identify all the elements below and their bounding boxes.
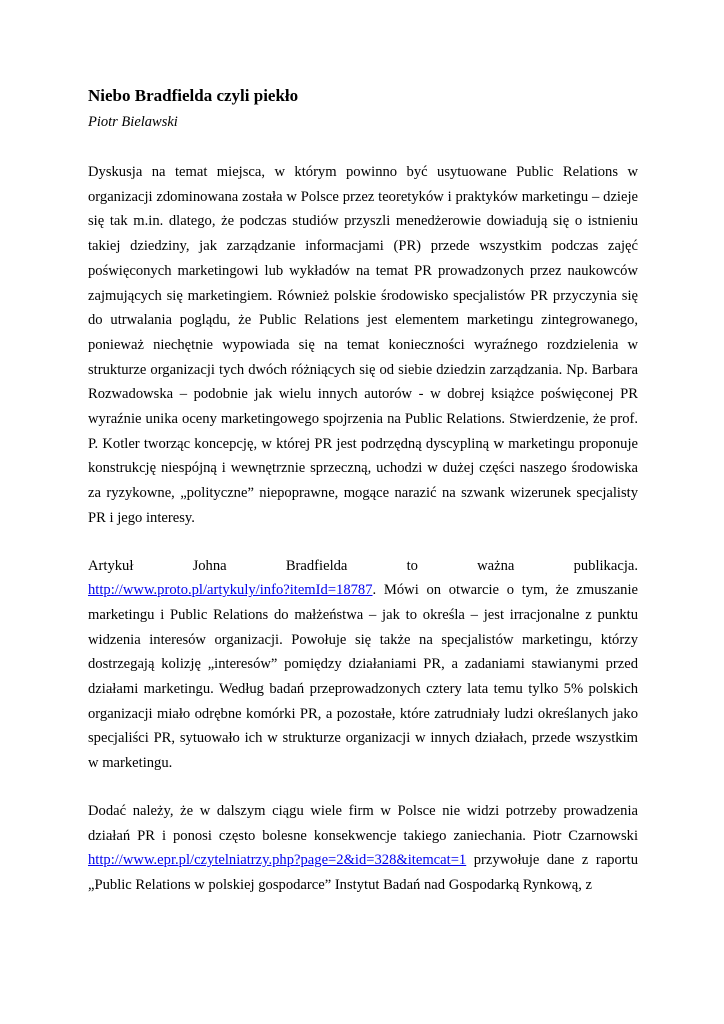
paragraph-2-first-line — [88, 554, 638, 579]
paragraph-3 — [88, 799, 638, 898]
document-author: Piotr Bielawski — [88, 114, 178, 130]
word: to — [406, 557, 418, 574]
word: Bradfielda — [285, 557, 348, 574]
document-content — [88, 85, 638, 898]
epr-article-link[interactable]: http://www.epr.pl/czytelniatrzy.php?page=2&id=328&itemcat=1 — [88, 852, 467, 869]
word: Johna — [192, 557, 227, 574]
paragraph-1: Dyskusja na temat miejsca, w którym powinno być usytuowane Public Relations w organizacji zdominowana została w Polsce przez teoretyków i praktyków marketingu – dzieje się tak m.in. dlatego, że podczas studiów przyszli menedżerowie dowiadują się o istnieniu takiej dziedziny, jak zarządzanie informacjami (PR) przede wszystkim podczas zajęć poświęconych marketingowi lub wykładów na temat PR prowadzonych przez naukowców zajmujących się marketingiem. Również polskie środowisko specjalistów PR przyczynia się do utrwalania poglądu, że Public Relations jest elementem marketingu zintegrowanego, ponieważ niechętnie wypowiada się na temat konieczności wyraźnego rozdzielenia w strukturze organizacji tych dwóch różniących się od siebie dziedzin zarządzania. Np. Barbara Rozwadowska – podobnie jak wielu innych autorów - w dobrej książce poświęconej PR wyraźnie unika oceny marketingowego spojrzenia na Public Relations. Stwierdzenie, że prof. P. Kotler tworząc koncepcję, w której PR jest podrzędną dyscypliną w marketingu proponuje konstrukcję niespójną i wewnętrznie sprzeczną, uchodzi w dużej części naszego środowiska za ryzykowne, „polityczne” niepoprawne, mogące narazić na szwank wizerunek specjalisty PR i jego interesy. — [88, 164, 638, 526]
document-title: Niebo Bradfielda czyli piekło — [88, 86, 299, 105]
paragraph-2 — [88, 554, 638, 776]
proto-article-link[interactable]: http://www.proto.pl/artykuly/info?itemId=18787 — [88, 582, 373, 599]
word: Artykuł — [88, 557, 134, 574]
paragraph-2-body — [88, 578, 638, 776]
paragraph-3-text-start: Dodać należy, że w dalszym ciągu wiele firm w Polsce nie widzi potrzeby prowadzenia działań PR i ponosi często bolesne konsekwencje takiego zaniechania. Piotr Czarnowski — [88, 802, 638, 844]
word: ważna — [477, 557, 515, 574]
word: publikacja. — [573, 557, 638, 574]
paragraph-2-text: . Mówi on otwarcie o tym, że zmuszanie marketingu i Public Relations do małżeństwa – jak to określa – jest irracjonalne z punktu widzenia interesów organizacji. Powołuje się także na specjalistów marketingu, którzy dostrzegają kolizję „interesów” pomiędzy działaniami PR, a zadaniami stawianymi przed działami marketingu. Według badań przeprowadzonych cztery lata temu tylko 5% polskich organizacji miało odrębne komórki PR, a pozostałe, które zatrudniały ludzi określanych jako specjaliści PR, sytuowało ich w strukturze organizacji w innych działach, przede wszystkim w marketingu. — [88, 582, 638, 772]
paragraph-3-text-end: przywołuje dane z raportu „Public Relations w polskiej gospodarce” Instytut Badań nad Gospodarką Rynkową, z — [88, 852, 638, 893]
